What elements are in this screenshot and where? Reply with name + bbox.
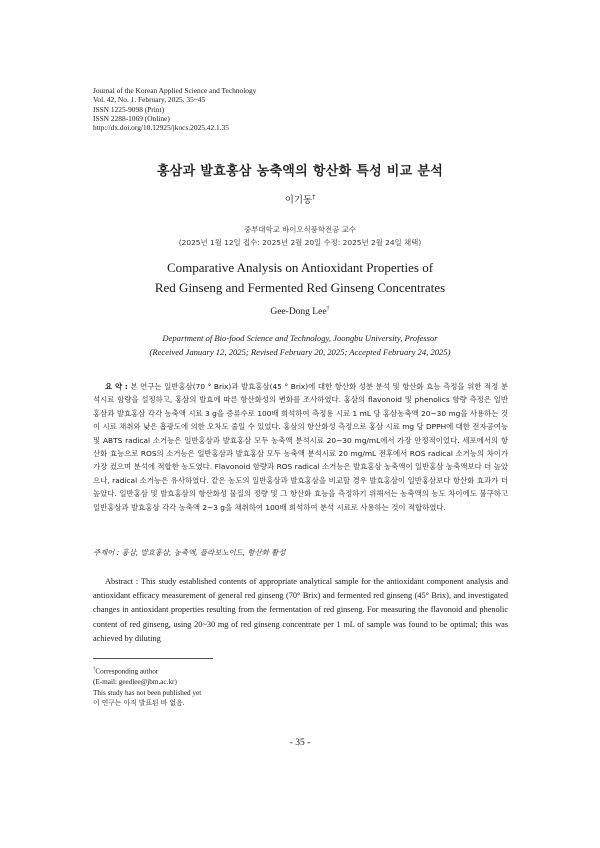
english-author xyxy=(0,306,600,317)
english-affiliation: Department of Bio-food Science and Technology, Joongbu University, Professor xyxy=(162,333,438,343)
english-dates: (Received January 12, 2025; Revised February 20, 2025; Accepted February 24, 2025) xyxy=(149,347,451,357)
page-number: - 35 - xyxy=(289,738,311,748)
footnote-publish-note-kr: 이 연구는 아직 발표된 바 없음. xyxy=(93,699,185,708)
english-title xyxy=(0,258,600,297)
korean-abstract-text: 본 연구는 일반홍삼(70 ° Brix)과 발효홍삼(45 ° Brix)에 대한 항산화 성분 분석 및 항산화 효능 측정을 위한 적정 분석시료 함량을 설정하고, 홍삼의 발효에 따른 항산화성의 변화를 조사하였다. 홍삼의 flavonoid 및 phenolics 함량 측정은 일반홍삼과 발효홍삼 각각 농축액 시료 3 g을 증류수로 100배 희석하여 측정용 시료 1 mL 당 홍삼농축액 20~30 mg을 사용하는 것이 시료 채취와 낮은 흡광도에 의한 오차도 줄일 수 있었다. 홍삼의 항산화성 측정으로 홍삼 시료 mg 당 DPPH에 대한 전자공여능 및 ABTS radical 소거능은 일반홍삼과 발효홍삼 모두 농축액 분석시료 20~30 mg/mL에서 가장 안정적이었다. 세포에서의 항산화 효능으로 ROS의 소거능은 일반홍삼과 발효홍삼 모두 농축액 분석시료 20 mg/mL 전후에서 ROS radical 소거능의 차이가 가장 컸으며 분석에 적합한 농도였다. Flavonoid 함량과 ROS radical 소거능은 발효홍삼 농축액이 일반홍삼 농축액보다 더 높았으나, radical 소거능은 유사하였다. 같은 농도의 일반홍삼과 발효홍삼을 비교할 경우 발효홍삼이 일반홍삼보다 항산화 효과가 더 높았다. 일반홍삼 및 발효홍삼의 항산화성 물질의 정량 및 그 항산화 효능을 측정하기 위해서는 농축액의 농도 차이에도 불구하고 일반홍삼과 발효홍삼 각각 농축액 2~3 g을 채취하여 100배 희석하여 분석 시료로 사용하는 것이 적합하였다. xyxy=(93,382,508,512)
footnote-mark: † xyxy=(93,667,96,672)
english-affiliation-block xyxy=(0,331,600,359)
korean-abstract-label: 요 약 : xyxy=(105,382,128,391)
english-abstract xyxy=(93,575,508,646)
journal-info xyxy=(93,86,256,132)
journal-name: Journal of the Korean Applied Science and Technology xyxy=(93,86,257,95)
korean-title: 홍삼과 발효홍삼 농축액의 항산화 특성 비교 분석 xyxy=(156,164,444,179)
english-abstract-label: Abstract : xyxy=(105,577,139,586)
korean-keywords: 주제어 : 홍삼, 발효홍삼, 농축액, 플라보노이드, 항산화 활성 xyxy=(93,548,286,557)
footnote-publish-note: This study has not been published yet xyxy=(93,688,202,697)
korean-author xyxy=(0,192,600,206)
korean-affiliation: 중부대학교 바이오식품학전공 교수 xyxy=(244,225,356,234)
journal-volume: Vol. 42, No. 1. February, 2025. 35~45 xyxy=(93,95,206,105)
footnote-divider xyxy=(93,658,213,659)
journal-doi-link[interactable]: http://dx.doi.org/10.12925/jkocs.2025.42.1.35 xyxy=(93,123,229,133)
footnote xyxy=(93,665,201,709)
journal-issn-print: ISSN 1225-9098 (Print) xyxy=(93,104,165,114)
footnote-corresponding xyxy=(93,665,201,677)
korean-dates: (2025년 1월 12일 접수: 2025년 2월 20일 수정: 2025년 2월 24일 채택) xyxy=(178,238,422,247)
footnote-email: (E-mail: geedlee@jbm.ac.kr) xyxy=(93,677,177,686)
korean-affiliation-block xyxy=(0,223,600,249)
english-abstract-text: This study established contents of appropriate analytical sample for the antioxidant component analysis and antioxidant efficacy measurement of general red ginseng (70° Brix) and fermented red ginseng (45° Brix), and investigated changes in antioxidant properties resulting from the fermentation of red ginseng. For measuring the flavonoid and phenolic content of red ginseng, using 20~30 mg of red ginseng concentrate per 1 mL of sample was found to be optimal; this was achieved by diluting xyxy=(93,577,508,643)
english-title-line1: Comparative Analysis on Antioxidant Properties of xyxy=(166,260,434,275)
korean-author-mark: † xyxy=(312,193,316,201)
english-author-mark: † xyxy=(326,306,330,312)
english-author-name: Gee-Dong Lee xyxy=(270,307,327,318)
korean-author-name: 이기동 xyxy=(284,195,313,206)
korean-abstract xyxy=(93,380,508,514)
english-title-line2: Red Ginseng and Fermented Red Ginseng Concentrates xyxy=(154,279,446,295)
journal-issn-online: ISSN 2288-1069 (Online) xyxy=(93,113,170,123)
footnote-corresponding-text: Corresponding author xyxy=(95,667,159,676)
